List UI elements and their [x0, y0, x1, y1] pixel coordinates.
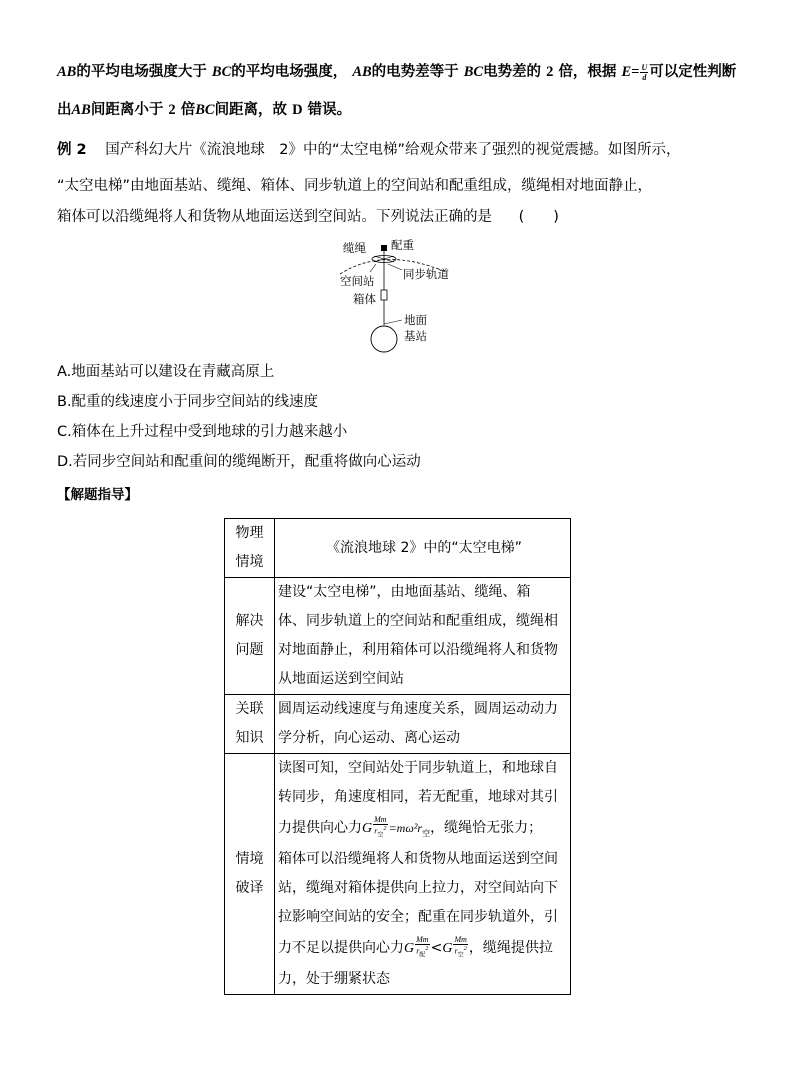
content-text: 力提供向心力 [278, 820, 362, 836]
option-d [57, 452, 421, 472]
example-text: 箱体可以沿缆绳将人和货物从地面运送到空间站。下列说法正确的是 [57, 209, 492, 225]
fraction-mm-over-r-counterweight [415, 935, 429, 960]
option-a [57, 362, 274, 382]
radius-symbol: r [454, 947, 458, 957]
segment-bc: BC [463, 64, 484, 80]
subscript: 空 [457, 952, 464, 959]
formula-g: G [404, 941, 415, 956]
text-segment: 可以定性判断 [649, 64, 737, 80]
label-ground-1: 地面 [404, 313, 427, 327]
text-segment: 的平均电场强度， [231, 64, 348, 80]
header-line: 情境 [235, 554, 264, 570]
formula-g: G [362, 821, 373, 836]
text-segment: 电势差的 [483, 64, 542, 80]
row-content [275, 578, 571, 695]
fraction-numerator: U [641, 62, 648, 72]
less-than-sign: < [430, 940, 443, 956]
text-segment: 倍，根据 [558, 64, 617, 80]
formula-g: G [442, 941, 453, 956]
radius-symbol: r [416, 947, 420, 957]
text-segment: 错误。 [307, 102, 352, 118]
content-line: 箱体可以沿缆绳将人和货物从地面运送到空间 [278, 851, 558, 867]
answer-blank: ( ) [518, 209, 559, 225]
text-segment: 的平均电场强度大于 [76, 64, 207, 80]
fraction-denominator: d [642, 72, 647, 82]
option-text: D.若同步空间站和配重间的缆绳断开，配重将做向心运动 [57, 454, 421, 470]
content-line: 读图可知，空间站处于同步轨道上，和地球自 [278, 760, 558, 776]
content-line: 圆周运动线速度与角速度关系，圆周运动动力 [278, 701, 558, 717]
table-row [225, 519, 571, 578]
content-line-formula-1 [278, 812, 570, 845]
row-content [275, 695, 571, 754]
option-text: A.地面基站可以建设在青藏高原上 [57, 364, 275, 380]
fraction-denominator [415, 945, 429, 960]
example-label: 例 2 [57, 142, 87, 158]
row-header [225, 695, 275, 754]
content-line: 体、同步轨道上的空间站和配重组成，缆绳相 [278, 613, 558, 629]
content-text: ，缆绳恰无张力； [430, 820, 543, 836]
content-line: 站，缆绳对箱体提供向上拉力，对空间站向下 [278, 880, 558, 896]
segment-ab: AB [352, 64, 372, 80]
label-cabin: 箱体 [353, 292, 376, 306]
fraction-numerator: Mm [416, 935, 429, 945]
superscript: 2 [425, 946, 429, 953]
content-line: 《流浪地球 2》中的“太空电梯” [326, 539, 522, 556]
header-line: 关联 [235, 701, 264, 717]
content-line: 拉影响空间站的安全；配重在同步轨道外，引 [278, 909, 558, 925]
row-header [225, 754, 275, 995]
header-line: 解决 [235, 613, 264, 629]
number-2: 2 [546, 64, 554, 80]
leader-line [370, 264, 376, 272]
header-line: 破译 [235, 880, 264, 896]
label-ground-2: 基站 [404, 329, 427, 343]
label-orbit: 同步轨道 [403, 267, 449, 281]
counterweight-block [381, 245, 387, 251]
guide-title [57, 485, 138, 505]
option-c [57, 422, 347, 442]
row-content [275, 519, 571, 578]
header-line: 知识 [235, 730, 264, 746]
space-elevator-figure [338, 236, 448, 354]
content-text: 力不足以提供向心力 [278, 940, 404, 956]
intro-line-1 [57, 62, 736, 82]
row-header [225, 519, 275, 578]
example-text: “太空电梯”由地面基站、缆绳、箱体、同步轨道上的空间站和配重组成，缆绳相对地面静止， [57, 178, 653, 194]
content-line: 力，处于绷紧状态 [278, 971, 390, 987]
fraction-numerator: Mm [374, 815, 387, 825]
segment-bc: BC [211, 64, 232, 80]
fraction-u-over-d [640, 63, 648, 82]
example-line-2 [57, 176, 652, 196]
guide-table [224, 518, 571, 995]
table-row [225, 578, 571, 695]
leader-line [388, 264, 402, 270]
table-row [225, 695, 571, 754]
subscript: 空 [422, 828, 431, 838]
label-station: 空间站 [340, 274, 375, 288]
header-line: 物理 [235, 525, 264, 541]
earth-circle [371, 326, 397, 352]
radius-symbol: r [374, 827, 378, 837]
label-cable: 缆绳 [343, 241, 366, 255]
segment-ab: AB [71, 102, 91, 118]
fraction-numerator: Mm [454, 935, 467, 945]
content-line-formula-2 [278, 932, 570, 965]
example-text: 国产科幻大片《流浪地球 2》中的“太空电梯”给观众带来了强烈的视觉震撼。如图所示， [105, 142, 681, 158]
content-line: 从地面运送到空间站 [278, 671, 404, 687]
row-header [225, 578, 275, 695]
segment-ab: AB [57, 64, 77, 80]
option-b [57, 392, 318, 412]
fraction-mm-over-r [373, 815, 387, 840]
content-line: 对地面静止，利用箱体可以沿缆绳将人和货物 [278, 642, 558, 658]
content-line: 学分析，向心运动、离心运动 [278, 730, 460, 746]
subscript: 配 [419, 952, 426, 959]
text-segment: 的电势差等于 [371, 64, 459, 80]
fraction-mm-over-r-station [453, 935, 467, 960]
superscript: 2 [383, 826, 387, 833]
row-content [275, 754, 571, 995]
text-segment: 出 [57, 102, 72, 118]
option-text: B.配重的线速度小于同步空间站的线速度 [57, 394, 319, 410]
formula-rhs: =mω²r [388, 821, 423, 835]
label-counterweight: 配重 [391, 238, 414, 252]
guide-title-text: 【解题指导】 [57, 487, 138, 503]
intro-line-2 [57, 100, 351, 120]
text-segment: 间距离小于 [90, 102, 164, 118]
option-text: C.箱体在上升过程中受到地球的引力越来越小 [57, 424, 348, 440]
number-2: 2 [168, 102, 176, 118]
segment-bc: BC [195, 102, 215, 118]
cabin-box [381, 290, 387, 300]
content-line: 建设“太空电梯”，由地面基站、缆绳、箱 [278, 584, 531, 600]
superscript: 2 [463, 946, 467, 953]
leader-line [384, 320, 402, 324]
text-segment: 间距离，故 [214, 102, 288, 118]
content-line: 转同步，角速度相同，若无配重，地球对其引 [278, 789, 558, 805]
header-line: 情境 [235, 851, 264, 867]
text-segment: 倍 [180, 102, 196, 118]
example-line-1 [57, 140, 681, 160]
formula-e: E= [621, 64, 640, 80]
table-row [225, 754, 571, 995]
example-line-3 [57, 207, 559, 227]
fraction-denominator [453, 945, 467, 960]
fraction-denominator [373, 825, 387, 840]
content-text: ，缆绳提供拉 [468, 940, 553, 956]
subscript: 空 [377, 832, 384, 839]
option-letter-d: D [292, 102, 303, 118]
header-line: 问题 [235, 642, 264, 658]
